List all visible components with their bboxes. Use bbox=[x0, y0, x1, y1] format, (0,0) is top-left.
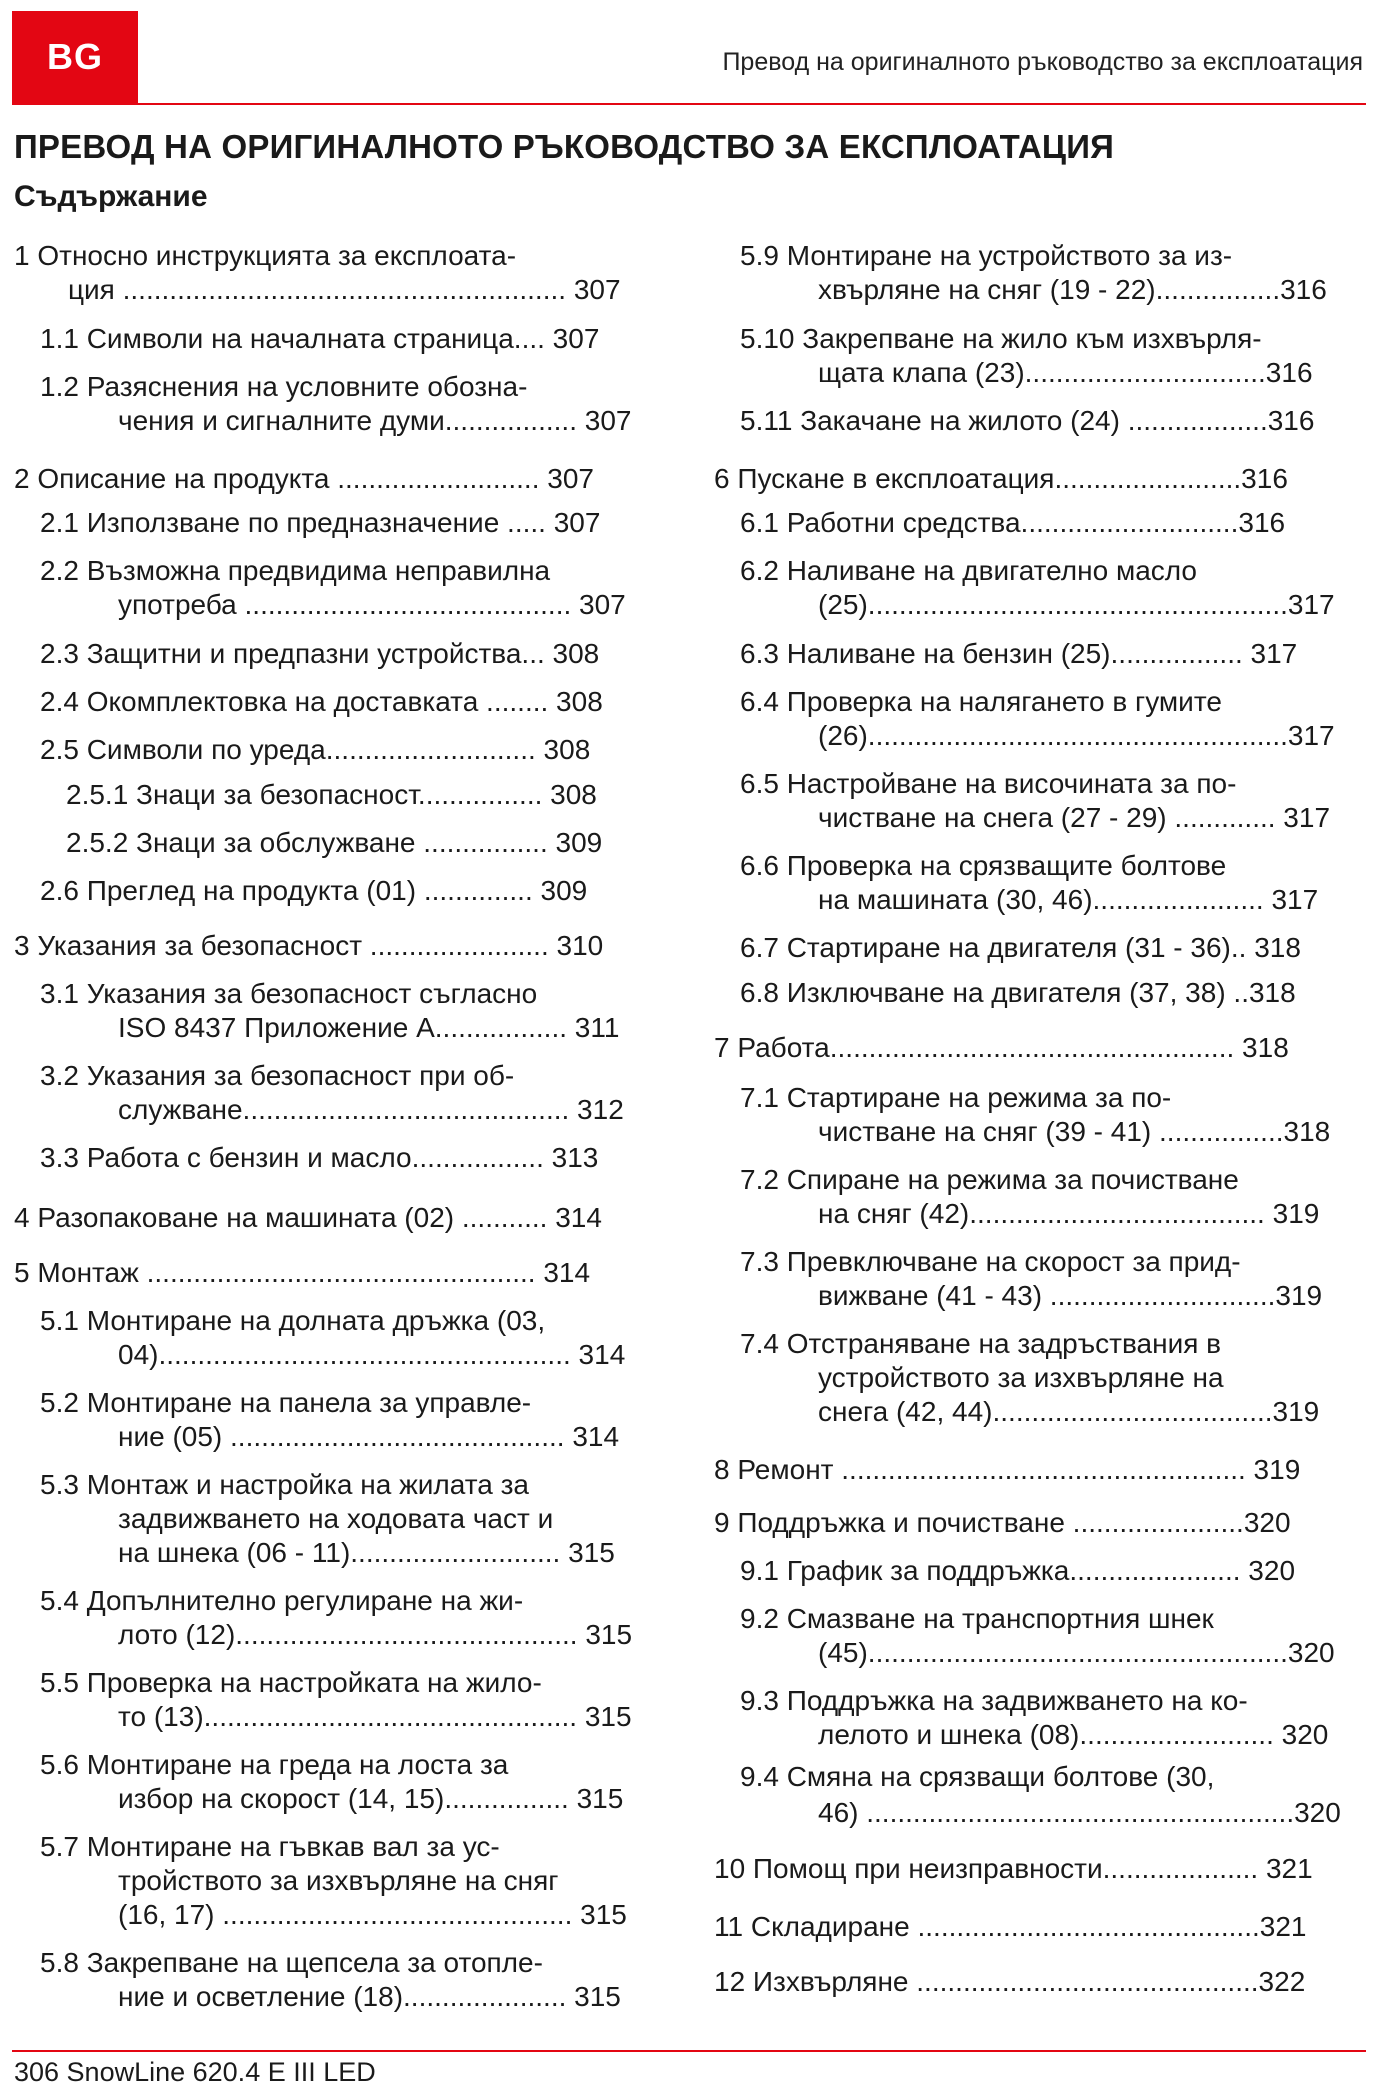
toc-entry-continuation[interactable]: вижване (41 - 43) .............................319 bbox=[818, 1280, 1323, 1311]
toc-entry[interactable]: 6.7 Стартиране на двигателя (31 - 36).. 318 bbox=[740, 932, 1301, 963]
toc-entry-continuation[interactable]: то (13)................................................ 315 bbox=[118, 1701, 632, 1732]
toc-entry-continuation[interactable]: на сняг (42)...................................... 319 bbox=[818, 1198, 1320, 1229]
toc-entry-continuation[interactable]: на машината (30, 46)...................... 317 bbox=[818, 884, 1319, 915]
toc-entry[interactable]: 1.2 Разяснения на условните обозна- bbox=[40, 371, 528, 402]
toc-entry-continuation[interactable]: ние (05) ........................................... 314 bbox=[118, 1421, 620, 1452]
toc-entry-continuation[interactable]: (25)......................................................317 bbox=[818, 589, 1335, 620]
toc-entry[interactable]: 12 Изхвърляне ............................................322 bbox=[714, 1966, 1306, 1997]
toc-entry[interactable]: 5.5 Проверка на настройката на жило- bbox=[40, 1667, 542, 1698]
toc-entry[interactable]: 5.9 Монтиране на устройството за из- bbox=[740, 240, 1233, 271]
toc-entry-continuation[interactable]: лелото и шнека (08)......................... 320 bbox=[818, 1719, 1329, 1750]
toc-entry-continuation[interactable]: ние и осветление (18)..................... 315 bbox=[118, 1981, 621, 2012]
toc-entry-continuation[interactable]: снега (42, 44)....................................319 bbox=[818, 1396, 1320, 1427]
footer-divider bbox=[12, 2050, 1366, 2052]
toc-entry-continuation[interactable]: служване.......................................... 312 bbox=[118, 1094, 624, 1125]
toc-entry-continuation[interactable]: устройството за изхвърляне на bbox=[818, 1362, 1224, 1393]
toc-entry-continuation[interactable]: (45)......................................................320 bbox=[818, 1637, 1335, 1668]
header-title: Превод на оригиналното ръководство за експлоатация bbox=[722, 48, 1363, 76]
toc-entry-continuation[interactable]: употреба .......................................... 307 bbox=[118, 589, 626, 620]
toc-entry[interactable]: 2.2 Възможна предвидима неправилна bbox=[40, 555, 551, 586]
toc-entry-continuation[interactable]: избор на скорост (14, 15)................ 315 bbox=[118, 1783, 624, 1814]
toc-entry-continuation[interactable]: 46) .......................................................320 bbox=[818, 1797, 1341, 1828]
toc-entry[interactable]: 5.3 Монтаж и настройка на жилата за bbox=[40, 1469, 530, 1500]
toc-entry[interactable]: 11 Складиране ............................................321 bbox=[714, 1911, 1307, 1942]
contents-heading: Съдържание bbox=[14, 180, 208, 213]
toc-entry[interactable]: 9.2 Смазване на транспортния шнек bbox=[740, 1603, 1214, 1634]
toc-entry-continuation[interactable]: чистване на сняг (39 - 41) ................318 bbox=[818, 1116, 1331, 1147]
toc-entry[interactable]: 9.4 Смяна на срязващи болтове (30, bbox=[740, 1761, 1215, 1792]
toc-entry[interactable]: 5.10 Закрепване на жило към изхвърля- bbox=[740, 323, 1262, 354]
toc-entry[interactable]: 5.7 Монтиране на гъвкав вал за ус- bbox=[40, 1831, 500, 1862]
toc-entry-continuation[interactable]: ция ......................................................... 307 bbox=[68, 274, 621, 305]
toc-entry[interactable]: 6 Пускане в експлоатация........................316 bbox=[714, 463, 1288, 494]
toc-entry[interactable]: 6.3 Наливане на бензин (25)................. 317 bbox=[740, 638, 1298, 669]
toc-entry[interactable]: 5.2 Монтиране на панела за управле- bbox=[40, 1387, 532, 1418]
toc-entry[interactable]: 5.4 Допълнително регулиране на жи- bbox=[40, 1585, 524, 1616]
language-badge: BG bbox=[12, 11, 138, 103]
toc-entry-continuation[interactable]: ISO 8437 Приложение А................. 311 bbox=[118, 1012, 620, 1043]
toc-entry[interactable]: 9.1 График за поддръжка...................... 320 bbox=[740, 1555, 1296, 1586]
toc-entry[interactable]: 6.4 Проверка на налягането в гумите bbox=[740, 686, 1222, 717]
toc-entry-continuation[interactable]: хвърляне на сняг (19 - 22)................316 bbox=[818, 274, 1327, 305]
toc-entry-continuation[interactable]: тройството за изхвърляне на сняг bbox=[118, 1865, 559, 1896]
toc-entry[interactable]: 2 Описание на продукта .......................... 307 bbox=[14, 463, 594, 494]
header-divider bbox=[12, 103, 1366, 105]
toc-entry[interactable]: 2.3 Защитни и предпазни устройства... 308 bbox=[40, 638, 600, 669]
toc-entry[interactable]: 2.6 Преглед на продукта (01) .............. 309 bbox=[40, 875, 588, 906]
toc-entry-continuation[interactable]: (26)......................................................317 bbox=[818, 720, 1335, 751]
toc-entry[interactable]: 5.11 Закачане на жилото (24) ..................316 bbox=[740, 405, 1315, 436]
toc-entry[interactable]: 2.5.2 Знаци за обслужване ................ 309 bbox=[66, 827, 603, 858]
toc-entry[interactable]: 2.4 Окомплектовка на доставката ........ 308 bbox=[40, 686, 603, 717]
toc-entry[interactable]: 6.8 Изключване на двигателя (37, 38) ..318 bbox=[740, 977, 1296, 1008]
toc-entry[interactable]: 10 Помощ при неизправности.................... 321 bbox=[714, 1853, 1313, 1884]
toc-entry-continuation[interactable]: щата клапа (23)...............................316 bbox=[818, 357, 1313, 388]
toc-entry[interactable]: 5.8 Закрепване на щепсела за отопле- bbox=[40, 1947, 543, 1978]
toc-entry[interactable]: 6.5 Настройване на височината за по- bbox=[740, 768, 1237, 799]
toc-entry[interactable]: 3 Указания за безопасност ....................... 310 bbox=[14, 930, 604, 961]
toc-entry[interactable]: 5.6 Монтиране на греда на лоста за bbox=[40, 1749, 509, 1780]
toc-entry-continuation[interactable]: задвижването на ходовата част и bbox=[118, 1503, 554, 1534]
toc-entry[interactable]: 1 Относно инструкцията за експлоата- bbox=[14, 240, 517, 271]
toc-entry[interactable]: 3.1 Указания за безопасност съгласно bbox=[40, 978, 538, 1009]
toc-entry[interactable]: 6.2 Наливане на двигателно масло bbox=[740, 555, 1197, 586]
toc-entry[interactable]: 4 Разопаковане на машината (02) ........... 314 bbox=[14, 1202, 602, 1233]
toc-entry[interactable]: 2.5.1 Знаци за безопасност................ 308 bbox=[66, 779, 597, 810]
toc-entry[interactable]: 3.2 Указания за безопасност при об- bbox=[40, 1060, 515, 1091]
toc-entry[interactable]: 8 Ремонт .................................................... 319 bbox=[714, 1454, 1301, 1485]
toc-entry[interactable]: 2.5 Символи по уреда........................... 308 bbox=[40, 734, 591, 765]
toc-entry[interactable]: 7.3 Превключване на скорост за прид- bbox=[740, 1246, 1241, 1277]
document-title: ПРЕВОД НА ОРИГИНАЛНОТО РЪКОВОДСТВО ЗА ЕКСПЛОАТАЦИЯ bbox=[14, 128, 1115, 165]
toc-entry[interactable]: 2.1 Използване по предназначение ..... 307 bbox=[40, 507, 601, 538]
toc-entry-continuation[interactable]: (16, 17) ............................................. 315 bbox=[118, 1899, 627, 1930]
toc-entry[interactable]: 9 Поддръжка и почистване ......................320 bbox=[714, 1507, 1291, 1538]
toc-entry-continuation[interactable]: чистване на снега (27 - 29) ............. 317 bbox=[818, 802, 1331, 833]
toc-entry[interactable]: 7.2 Спиране на режима за почистване bbox=[740, 1164, 1239, 1195]
toc-entry[interactable]: 7.4 Отстраняване на задръствания в bbox=[740, 1328, 1222, 1359]
toc-entry[interactable]: 1.1 Символи на началната страница.... 307 bbox=[40, 323, 600, 354]
toc-entry[interactable]: 3.3 Работа с бензин и масло................. 313 bbox=[40, 1142, 599, 1173]
toc-entry[interactable]: 9.3 Поддръжка на задвижването на ко- bbox=[740, 1685, 1248, 1716]
toc-entry-continuation[interactable]: чения и сигналните думи................. 307 bbox=[118, 405, 632, 436]
toc-entry[interactable]: 7.1 Стартиране на режима за по- bbox=[740, 1082, 1172, 1113]
toc-entry-continuation[interactable]: на шнека (06 - 11)........................... 315 bbox=[118, 1537, 615, 1568]
toc-entry-continuation[interactable]: лото (12)............................................ 315 bbox=[118, 1619, 633, 1650]
toc-entry[interactable]: 5 Монтаж .................................................. 314 bbox=[14, 1257, 591, 1288]
footer-page-info: 306 SnowLine 620.4 E III LED bbox=[14, 2057, 376, 2087]
toc-entry[interactable]: 7 Работа.................................................... 318 bbox=[714, 1032, 1289, 1063]
toc-entry[interactable]: 5.1 Монтиране на долната дръжка (03, bbox=[40, 1305, 546, 1336]
toc-entry[interactable]: 6.6 Проверка на срязващите болтове bbox=[740, 850, 1227, 881]
toc-entry-continuation[interactable]: 04)..................................................... 314 bbox=[118, 1339, 626, 1370]
toc-entry[interactable]: 6.1 Работни средства............................316 bbox=[740, 507, 1286, 538]
